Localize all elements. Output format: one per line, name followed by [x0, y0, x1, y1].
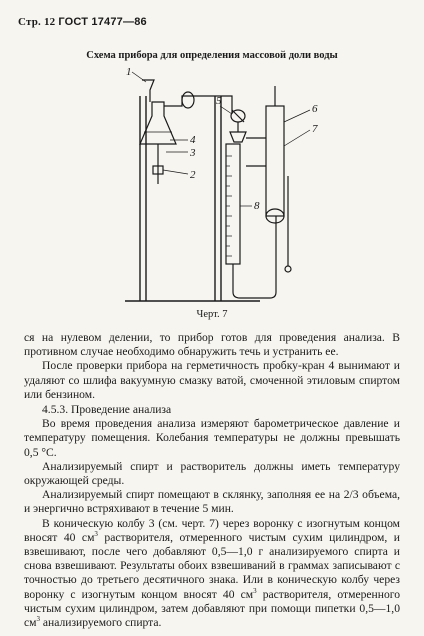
label-3: 3 [190, 147, 196, 159]
paragraph: После проверки прибора на герметичность пробку-кран 4 вынимают и удаляют со шлифа вакуумную смазку ватой, смоченной этиловым спиртом или бензином. [24, 359, 400, 401]
bulb [182, 92, 194, 108]
body-text [24, 331, 400, 630]
label-8: 8 [254, 200, 260, 212]
standard-code: ГОСТ 17477—86 [58, 16, 147, 28]
label-7: 7 [312, 123, 318, 135]
fraction: 2/3 [343, 488, 359, 502]
paragraph: ся на нулевом делении, то прибор готов для проведения анализа. В противном случае необходимо обнаружить течь и устранить ее. [24, 331, 400, 359]
label-5: 5 [216, 95, 222, 107]
jacket-tube [266, 106, 284, 216]
label-6: 6 [312, 103, 318, 115]
label-1: 1 [126, 66, 132, 78]
paragraph: Во время проведения анализа измеряют барометрическое давление и температуру помещения. Колебания температуры не должны превышать 0,5 °С. [24, 417, 400, 459]
section-heading: 4.5.3. Проведение анализа [42, 403, 172, 417]
paragraph: Анализируемый спирт помещают в склянку, заполняя ее на 2/3 объема, и энергично встряхивают в течение 5 мин. [24, 488, 401, 516]
paragraph: В коническую колбу 3 (см. черт. 7) через воронку с изогнутым концом вносят 40 $см^3$ растворителя, отмеренного чистым сухим цилиндром, и взвешивают, после чего добавляют 0,5—1,0 г анализируемого спирта и снова взвешивают. Результаты обоих взвешиваний в граммах записывают с точностью до третьего десятичного знака. Или в коническую колбу через воронку с изогнутым концом вносят 40 $см^3$ растворителя, отмеренного чистым сухим цилиндром, затем добавляют при помощи пипетки 0,5—1,0 $см^3$ анализируемого спирта. [24, 516, 401, 630]
figure-caption: Черт. 7 [196, 309, 228, 320]
page-header [18, 16, 147, 28]
apparatus-diagram [120, 66, 350, 306]
page-number: Стр. 12 [18, 16, 56, 28]
figure-title: Схема прибора для определения массовой доли воды [86, 50, 338, 61]
label-2: 2 [190, 169, 196, 181]
paragraph: Анализируемый спирт и растворитель должны иметь температуру окружающей среды. [24, 459, 400, 488]
trap [230, 132, 246, 142]
funnel [142, 80, 154, 102]
label-4: 4 [190, 134, 196, 146]
apparatus-drawing [120, 66, 350, 306]
